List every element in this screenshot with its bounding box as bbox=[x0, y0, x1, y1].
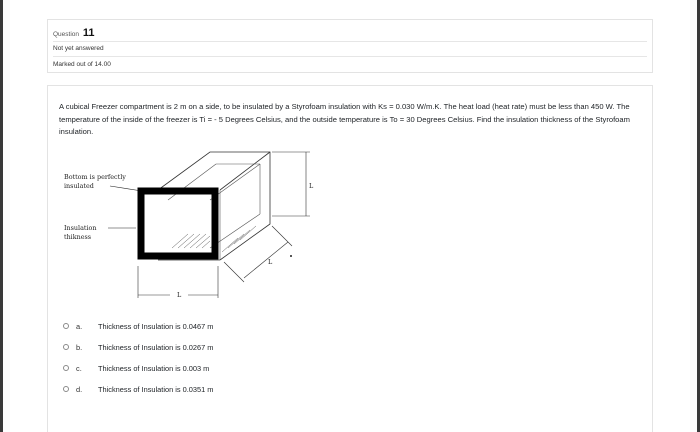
question-number bbox=[53, 27, 94, 39]
option-a[interactable] bbox=[63, 319, 213, 333]
option-letter: c. bbox=[76, 363, 82, 373]
width-label: L bbox=[177, 291, 182, 299]
option-text: Thickness of Insulation is 0.003 m bbox=[98, 363, 210, 373]
depth-label: L bbox=[268, 258, 273, 266]
insulation-label-line1: Insulation bbox=[64, 224, 97, 232]
option-letter: d. bbox=[76, 384, 83, 394]
info-divider bbox=[53, 41, 647, 42]
freezer-diagram bbox=[60, 148, 330, 306]
option-text: Thickness of Insulation is 0.0467 m bbox=[98, 321, 214, 331]
radio-b[interactable] bbox=[63, 344, 69, 350]
question-info-box bbox=[47, 19, 653, 73]
radio-a[interactable] bbox=[63, 323, 69, 329]
question-number-value: 11 bbox=[82, 27, 95, 39]
question-state: Not yet answered bbox=[53, 45, 104, 52]
bottom-label-line1: Bottom is perfectly bbox=[64, 173, 126, 181]
question-text: A cubical Freezer compartment is 2 m on a side, to be insulated by a Styrofoam insulation with Ks = 0.030 W/m.K. The heat load (heat rate) must be less than 450 W. The temperature of the inside of the freezer is Ti = - 5 Degrees Celsius, and the outside temperature is To = 30 Degrees Celsius. Find the insulation thickness of the Styrofoam insulation. bbox=[59, 102, 630, 136]
option-b[interactable] bbox=[63, 340, 213, 354]
height-label: L bbox=[309, 182, 314, 190]
bottom-label-line2: insulated bbox=[64, 182, 94, 190]
option-text: Thickness of Insulation is 0.0351 m bbox=[98, 384, 214, 394]
height-dimension bbox=[272, 152, 310, 216]
option-text: Thickness of Insulation is 0.0267 m bbox=[98, 342, 214, 352]
question-label: Question bbox=[53, 31, 80, 38]
depth-dimension bbox=[224, 226, 292, 282]
bottom-leader-line bbox=[110, 186, 142, 191]
option-letter: b. bbox=[76, 342, 83, 352]
option-d[interactable] bbox=[63, 382, 213, 396]
option-letter: a. bbox=[76, 321, 83, 331]
question-grade: Marked out of 14.00 bbox=[53, 61, 111, 68]
option-c[interactable] bbox=[63, 361, 209, 375]
dot-mark bbox=[290, 255, 292, 257]
info-divider bbox=[53, 56, 647, 57]
left-window-edge bbox=[0, 0, 3, 432]
insulation-label-line2: thikness bbox=[64, 233, 92, 241]
radio-c[interactable] bbox=[63, 365, 69, 371]
radio-d[interactable] bbox=[63, 386, 69, 392]
